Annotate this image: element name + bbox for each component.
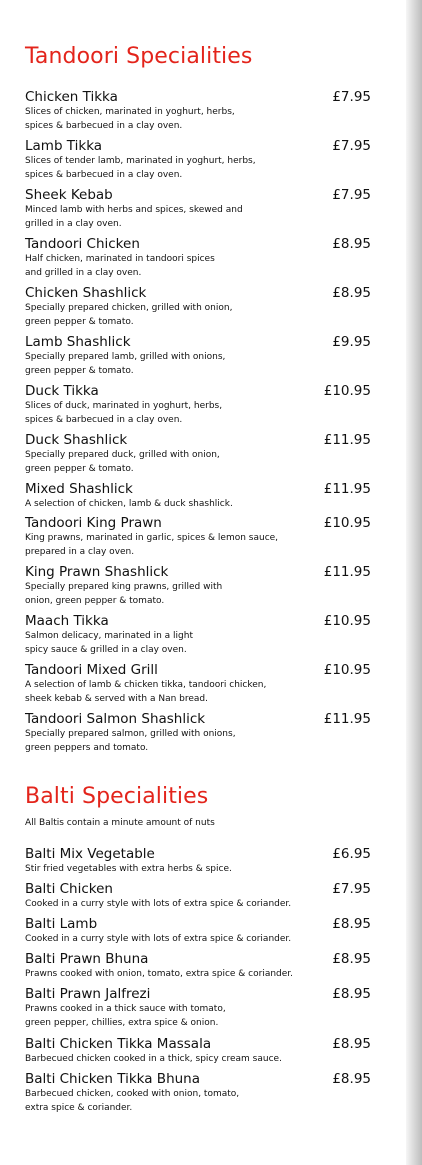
item-name: Balti Mix Vegetable (25, 846, 155, 862)
item-description: green pepper & tomato. (25, 464, 134, 474)
menu-item (25, 916, 371, 946)
item-description: Barbecued chicken cooked in a thick, spicy cream sauce. (25, 1054, 282, 1064)
item-name: Balti Chicken Tikka Massala (25, 1036, 212, 1052)
tandoori-section-title: Tandoori Specialities (25, 44, 253, 69)
item-name: Chicken Tikka (25, 89, 118, 105)
menu-item (25, 138, 371, 182)
item-description: sheek kebab & served with a Nan bread. (25, 694, 208, 704)
item-name: Duck Shashlick (25, 432, 128, 448)
menu-item (25, 1071, 371, 1115)
item-price: £10.95 (323, 515, 371, 531)
item-description: A selection of chicken, lamb & duck shashlick. (25, 499, 233, 509)
item-description: Specially prepared salmon, grilled with onions, (25, 729, 236, 739)
item-price: £10.95 (323, 662, 371, 678)
item-name: Balti Prawn Bhuna (25, 951, 149, 967)
item-description: extra spice & coriander. (25, 1103, 133, 1113)
menu-item (25, 564, 371, 608)
item-description: Stir fried vegetables with extra herbs & spice. (25, 864, 232, 874)
item-price: £9.95 (332, 334, 371, 350)
item-name: Lamb Shashlick (25, 334, 131, 350)
menu-item (25, 711, 371, 755)
item-price: £11.95 (323, 711, 371, 727)
item-description: King prawns, marinated in garlic, spices & lemon sauce, (25, 533, 279, 543)
menu-item (25, 383, 371, 427)
item-name: Balti Chicken (25, 881, 113, 897)
item-description: prepared in a clay oven. (25, 547, 135, 557)
item-description: Specially prepared lamb, grilled with onions, (25, 352, 226, 362)
item-price: £7.95 (332, 881, 371, 897)
item-description: onion, green pepper & tomato. (25, 596, 165, 606)
item-description: grilled in a clay oven. (25, 219, 122, 229)
item-price: £11.95 (323, 432, 371, 448)
menu-item (25, 285, 371, 329)
item-name: King Prawn Shashlick (25, 564, 169, 580)
item-description: Cooked in a curry style with lots of extra spice & coriander. (25, 934, 292, 944)
menu-item (25, 613, 371, 657)
item-description: Specially prepared chicken, grilled with onion, (25, 303, 233, 313)
item-name: Balti Prawn Jalfrezi (25, 986, 151, 1002)
item-name: Tandoori King Prawn (25, 515, 162, 531)
menu-item (25, 951, 371, 981)
item-name: Tandoori Salmon Shashlick (25, 711, 206, 727)
item-price: £10.95 (323, 383, 371, 399)
item-price: £8.95 (332, 986, 371, 1002)
item-price: £10.95 (323, 613, 371, 629)
item-description: Slices of chicken, marinated in yoghurt, herbs, (25, 107, 235, 117)
item-description: spicy sauce & grilled in a clay oven. (25, 645, 187, 655)
menu-item (25, 334, 371, 378)
menu-item (25, 236, 371, 280)
item-name: Balti Lamb (25, 916, 98, 932)
item-description: green pepper, chillies, extra spice & onion. (25, 1018, 219, 1028)
item-name: Sheek Kebab (25, 187, 113, 203)
item-description: green pepper & tomato. (25, 366, 134, 376)
balti-section-title: Balti Specialities (25, 784, 209, 809)
item-description: A selection of lamb & chicken tikka, tandoori chicken, (25, 680, 267, 690)
item-description: and grilled in a clay oven. (25, 268, 142, 278)
item-price: £7.95 (332, 187, 371, 203)
item-price: £11.95 (323, 481, 371, 497)
item-name: Maach Tikka (25, 613, 109, 629)
item-price: £7.95 (332, 89, 371, 105)
item-name: Mixed Shashlick (25, 481, 133, 497)
balti-nut-note: All Baltis contain a minute amount of nuts (25, 818, 215, 828)
item-price: £6.95 (332, 846, 371, 862)
item-price: £8.95 (332, 1036, 371, 1052)
menu-item (25, 662, 371, 706)
menu-item (25, 881, 371, 911)
menu-item (25, 846, 371, 876)
item-price: £8.95 (332, 916, 371, 932)
item-description: Prawns cooked with onion, tomato, extra spice & coriander. (25, 969, 294, 979)
menu-item (25, 432, 371, 476)
item-price: £11.95 (323, 564, 371, 580)
item-description: spices & barbecued in a clay oven. (25, 415, 183, 425)
item-price: £8.95 (332, 1071, 371, 1087)
item-description: Cooked in a curry style with lots of extra spice & coriander. (25, 899, 292, 909)
menu-item (25, 187, 371, 231)
item-name: Duck Tikka (25, 383, 99, 399)
item-description: green peppers and tomato. (25, 743, 149, 753)
item-description: green pepper & tomato. (25, 317, 134, 327)
item-name: Tandoori Chicken (25, 236, 140, 252)
item-description: spices & barbecued in a clay oven. (25, 170, 183, 180)
menu-item (25, 986, 371, 1030)
item-description: Slices of tender lamb, marinated in yoghurt, herbs, (25, 156, 256, 166)
item-price: £8.95 (332, 236, 371, 252)
item-price: £8.95 (332, 951, 371, 967)
item-description: Half chicken, marinated in tandoori spices (25, 254, 215, 264)
item-description: Specially prepared duck, grilled with onion, (25, 450, 220, 460)
item-price: £7.95 (332, 138, 371, 154)
menu-item (25, 515, 371, 559)
menu-item (25, 89, 371, 133)
item-name: Lamb Tikka (25, 138, 103, 154)
item-description: Salmon delicacy, marinated in a light (25, 631, 194, 641)
item-name: Chicken Shashlick (25, 285, 147, 301)
item-description: Minced lamb with herbs and spices, skewed and (25, 205, 243, 215)
page-edge-shadow (406, 0, 422, 1165)
item-name: Tandoori Mixed Grill (25, 662, 158, 678)
item-description: Barbecued chicken, cooked with onion, tomato, (25, 1089, 240, 1099)
item-description: spices & barbecued in a clay oven. (25, 121, 183, 131)
menu-item (25, 481, 371, 511)
item-description: Slices of duck, marinated in yoghurt, herbs, (25, 401, 223, 411)
item-description: Prawns cooked in a thick sauce with tomato, (25, 1004, 226, 1014)
menu-item (25, 1036, 371, 1066)
item-description: Specially prepared king prawns, grilled with (25, 582, 223, 592)
item-name: Balti Chicken Tikka Bhuna (25, 1071, 201, 1087)
item-price: £8.95 (332, 285, 371, 301)
